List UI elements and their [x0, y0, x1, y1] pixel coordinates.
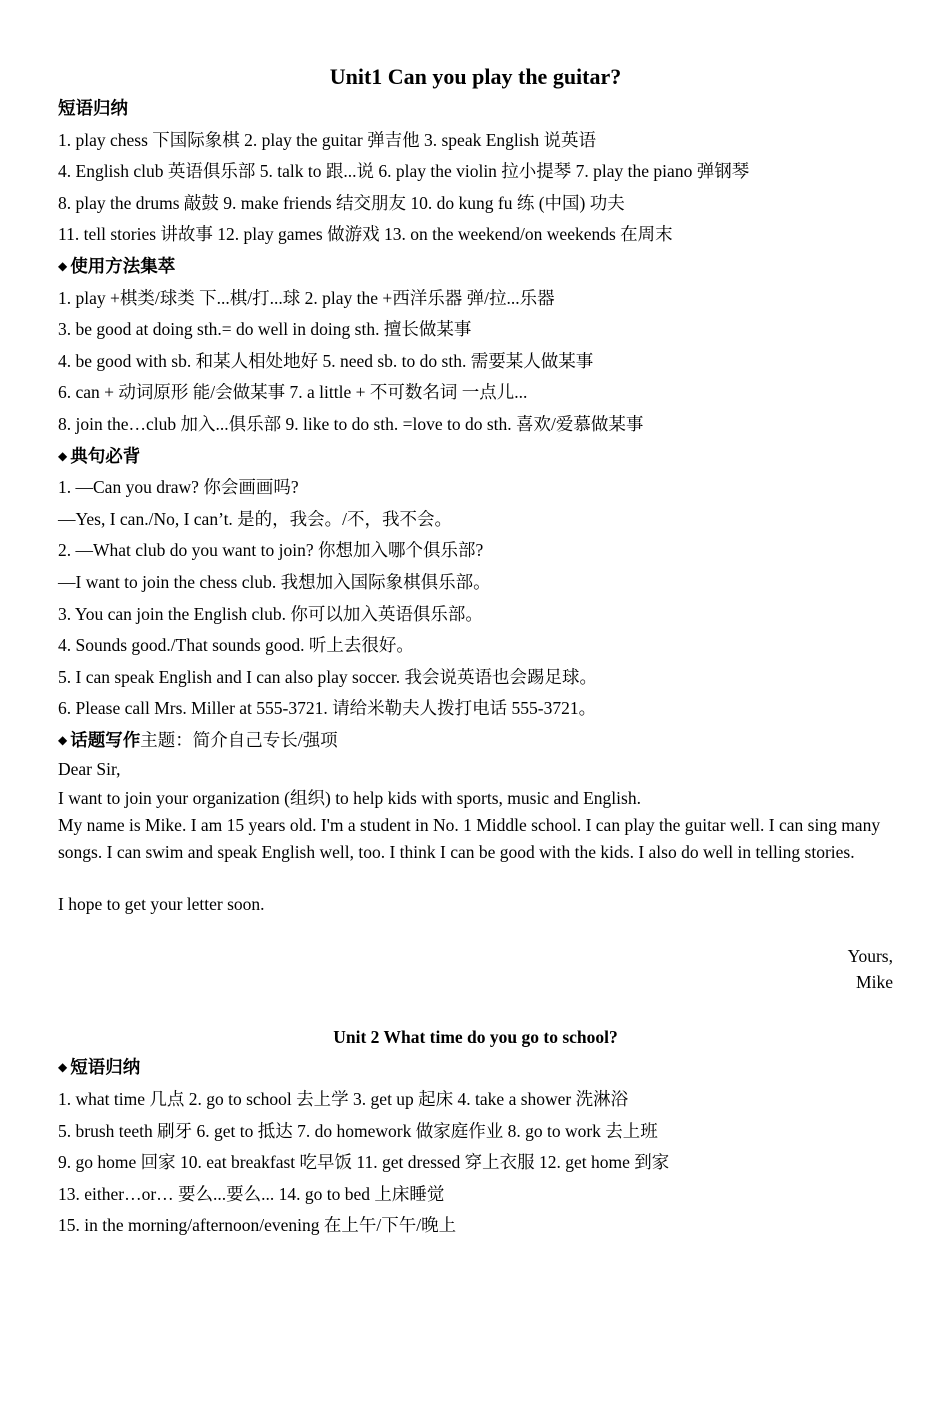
- unit1-title: Unit1 Can you play the guitar?: [329, 64, 622, 89]
- blank-line: [58, 865, 893, 891]
- unit1-phrase-line: 4. English club 英语俱乐部 5. talk to 跟...说 6. play the violin 拉小提琴 7. play the piano 弹钢琴: [58, 161, 750, 182]
- letter-signature: Mike: [856, 972, 893, 993]
- letter-greeting: Dear Sir,: [58, 759, 121, 780]
- unit2-phrase-line: 9. go home 回家 10. eat breakfast 吃早饭 11. get dressed 穿上衣服 12. get home 到家: [58, 1152, 670, 1173]
- unit2-phrase-line: 15. in the morning/afternoon/evening 在上午/下午/晚上: [58, 1215, 457, 1236]
- diamond-bullet-icon: ◆: [58, 1060, 68, 1075]
- unit1-usage-line: 3. be good at doing sth.= do well in doing sth. 擅长做某事: [58, 319, 472, 340]
- unit2-title: Unit 2 What time do you go to school?: [333, 1027, 618, 1048]
- unit1-sentence-line: 5. I can speak English and I can also play soccer. 我会说英语也会踢足球。: [58, 666, 597, 687]
- blank-line: [58, 917, 893, 943]
- unit1-sentences-heading: ◆ 典句必背: [58, 445, 141, 466]
- diamond-bullet-icon: ◆: [58, 448, 68, 463]
- unit1-phrase-line: 1. play chess 下国际象棋 2. play the guitar 弹吉他 3. speak English 说英语: [58, 129, 597, 150]
- unit1-sentence-line: 2. —What club do you want to join? 你想加入哪个俱乐部?: [58, 540, 484, 561]
- unit1-phrases-heading: 短语归纳: [58, 98, 128, 118]
- unit1-phrase-line: 11. tell stories 讲故事 12. play games 做游戏 13. on the weekend/on weekends 在周末: [58, 224, 673, 245]
- unit1-usage-line: 4. be good with sb. 和某人相处地好 5. need sb. to do sth. 需要某人做某事: [58, 350, 594, 371]
- diamond-bullet-icon: ◆: [58, 258, 68, 273]
- diamond-bullet-icon: ◆: [58, 732, 68, 747]
- unit1-sentence-line: —I want to join the chess club. 我想加入国际象棋俱乐部。: [58, 571, 491, 592]
- unit2-phrases-heading: ◆ 短语归纳: [58, 1057, 141, 1078]
- unit1-usage-line: 6. can + 动词原形 能/会做某事 7. a little + 不可数名词 一点儿...: [58, 382, 528, 403]
- unit1-sentence-line: 1. —Can you draw? 你会画画吗?: [58, 477, 299, 498]
- unit1-sentence-line: —Yes, I can./No, I can’t. 是的，我会。/不，我不会。: [58, 508, 453, 529]
- unit1-sentence-line: 3. You can join the English club. 你可以加入英语俱乐部。: [58, 603, 483, 624]
- unit1-sentence-line: 6. Please call Mrs. Miller at 555-3721. 请给米勒夫人拨打电话 555-3721。: [58, 698, 597, 719]
- letter-signoff: Yours,: [847, 946, 893, 967]
- unit1-writing-heading: ◆ 话题写作主题：简介自己专长/强项: [58, 729, 338, 750]
- letter-body: My name is Mike. I am 15 years old. I'm a student in No. 1 Middle school. I can play the guitar well. I can sing many songs. I can swim and speak English well, too. I think I can be good with the kids. I also do well in telling stories.: [58, 815, 881, 862]
- writing-topic: 主题：简介自己专长/强项: [140, 729, 338, 750]
- document-page: [0, 61, 950, 1405]
- unit2-phrase-line: 13. either…or… 要么...要么... 14. go to bed 上床睡觉: [58, 1183, 445, 1204]
- unit2-phrase-line: 1. what time 几点 2. go to school 去上学 3. get up 起床 4. take a shower 洗淋浴: [58, 1089, 629, 1110]
- unit2-phrase-line: 5. brush teeth 刷牙 6. get to 抵达 7. do homework 做家庭作业 8. go to work 去上班: [58, 1120, 658, 1141]
- unit1-phrase-line: 8. play the drums 敲鼓 9. make friends 结交朋友 10. do kung fu 练 (中国) 功夫: [58, 192, 625, 213]
- unit1-usage-heading: ◆ 使用方法集萃: [58, 255, 176, 276]
- unit1-usage-line: 1. play +棋类/球类 下...棋/打...球 2. play the +西洋乐器 弹/拉...乐器: [58, 287, 555, 308]
- unit1-sentence-line: 4. Sounds good./That sounds good. 听上去很好。: [58, 635, 414, 656]
- letter-line: I want to join your organization (组织) to help kids with sports, music and English.: [58, 788, 641, 809]
- unit1-usage-line: 8. join the…club 加入...俱乐部 9. like to do sth. =love to do sth. 喜欢/爱慕做某事: [58, 413, 644, 434]
- letter-closing-line: I hope to get your letter soon.: [58, 894, 265, 915]
